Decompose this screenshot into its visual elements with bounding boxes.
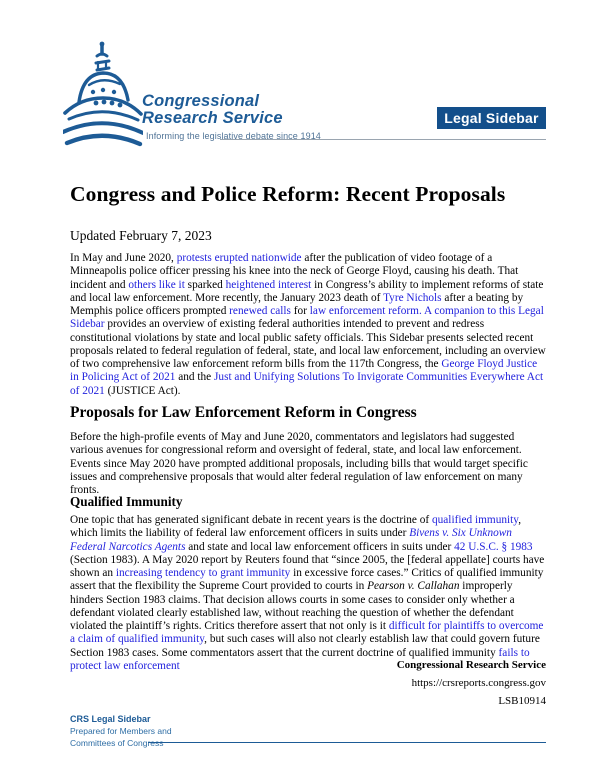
section-heading: Proposals for Law Enforcement Reform in Congress: [70, 404, 417, 421]
text-run: sparked: [184, 278, 226, 291]
text-run: Pearson v. Callahan: [367, 580, 460, 593]
inline-link[interactable]: Tyre Nichols: [383, 291, 442, 304]
product-line2: Committees of Congress: [70, 738, 164, 748]
intro-paragraph: [70, 252, 547, 398]
footer-org: Congressional Research Service: [396, 659, 546, 671]
product-line1: Prepared for Members and: [70, 726, 172, 736]
inline-link[interactable]: A companion to this Legal Sidebar: [70, 305, 544, 331]
product-footer: [70, 713, 172, 749]
footer-doc-id: LSB10914: [498, 695, 546, 707]
text-run: after the publication of video footage of a Minneapolis police officer pressing his knee into the neck of George Floyd, causing his death. That incident and: [70, 252, 519, 291]
inline-link[interactable]: 42 U.S.C. § 1983: [454, 540, 533, 553]
inline-link[interactable]: heightened interest: [225, 278, 312, 291]
brand-wordmark: [142, 93, 283, 127]
text-run: One topic that has generated significant debate in recent years is the doctrine of: [70, 514, 432, 526]
inline-link[interactable]: protests erupted nationwide: [176, 252, 302, 264]
section-paragraph: [70, 431, 547, 497]
text-run: in excessive force cases.” Critics of qualified immunity assert that the flexibility the Supreme Court provided to courts in: [70, 567, 544, 593]
text-run: provides an overview of existing federal authorities intended to prevent and redress constitutional violations by state and local public safety officials. This Sidebar presents selected recent proposals related to federal regulation of federal, state, and local law enforcement, including an overview of two comprehensive law enforcement reform bills from the 117th Congress, the: [70, 318, 546, 370]
inline-link[interactable]: qualified immunity: [432, 514, 519, 526]
text-run: (Section 1983). A May 2020 report by Reuters found that “since 2005, the [federal appellate] courts have shown an: [70, 553, 545, 579]
updated-date: Updated February 7, 2023: [70, 228, 212, 243]
text-run: and state and local law enforcement officers in suits under: [185, 540, 455, 553]
inline-link[interactable]: increasing tendency to grant immunity: [115, 567, 291, 579]
inline-link[interactable]: difficult for plaintiffs to overcome a claim of qualified immunity: [70, 620, 544, 646]
text-run: In May and June 2020,: [70, 252, 177, 264]
inline-link[interactable]: renewed calls: [229, 305, 291, 317]
brand-tagline: Informing the legislative debate since 1914: [146, 131, 321, 141]
inline-link[interactable]: Bivens v. Six Unknown Federal Narcotics Agents: [70, 527, 512, 553]
text-run: Before the high-profile events of May and June 2020, commentators and legislators had suggested various avenues for congressional reform and oversight of federal, state, and local law enforcement. Events since May 2020 have prompted additional proposals, including bills that would target specific issues and comprehensive proposals that would alter federal regulation of law enforcement on many fronts.: [70, 431, 528, 496]
product-name: CRS Legal Sidebar: [70, 714, 151, 724]
text-run: , which limits the liability of federal law enforcement officers in suits under: [70, 514, 522, 540]
inline-link[interactable]: George Floyd Justice in Policing Act of 2021: [70, 358, 538, 384]
bottom-divider: [148, 742, 546, 743]
inline-link[interactable]: fails to protect law enforcement: [70, 646, 530, 672]
inline-link[interactable]: Just and Unifying Solutions To Invigorate Communities Everywhere Act of 2021: [70, 371, 544, 397]
brand-line1: Congressional: [142, 92, 260, 110]
text-run: in Congress’s ability to implement reforms of state and local law enforcement. More recently, the January 2023 death of: [70, 278, 544, 304]
inline-link[interactable]: law enforcement reform.: [309, 305, 422, 317]
text-run: and the: [175, 371, 215, 384]
text-run: after a beating by Memphis police officers prompted: [70, 291, 524, 317]
text-run: improperly hinders Section 1983 claims. That decision allows courts in some cases to consider only whether a defendant violated clearly established law, without reaching the question of whether the defendant violated the plaintiff’s rights. Critics therefore assert that not only is it: [70, 580, 515, 632]
header-divider: [220, 139, 546, 140]
footer-url: https://crsreports.congress.gov: [411, 677, 546, 689]
qualified-immunity-paragraph: [70, 514, 547, 673]
inline-link[interactable]: others like it: [128, 278, 185, 291]
page-title: Congress and Police Reform: Recent Proposals: [70, 182, 506, 206]
text-run: , but such cases will also not clearly establish law that could govern future Section 1983 cases. Some commentators assert that the current doctrine of qualified immunity: [70, 633, 540, 659]
brand-line2: Research Service: [142, 109, 283, 127]
text-run: for: [290, 305, 310, 317]
legal-sidebar-badge: Legal Sidebar: [437, 107, 546, 129]
page-footer: [397, 656, 546, 710]
subsection-heading: Qualified Immunity: [70, 494, 183, 509]
text-run: (JUSTICE Act).: [104, 384, 181, 397]
capitol-dome-icon: [63, 40, 143, 148]
